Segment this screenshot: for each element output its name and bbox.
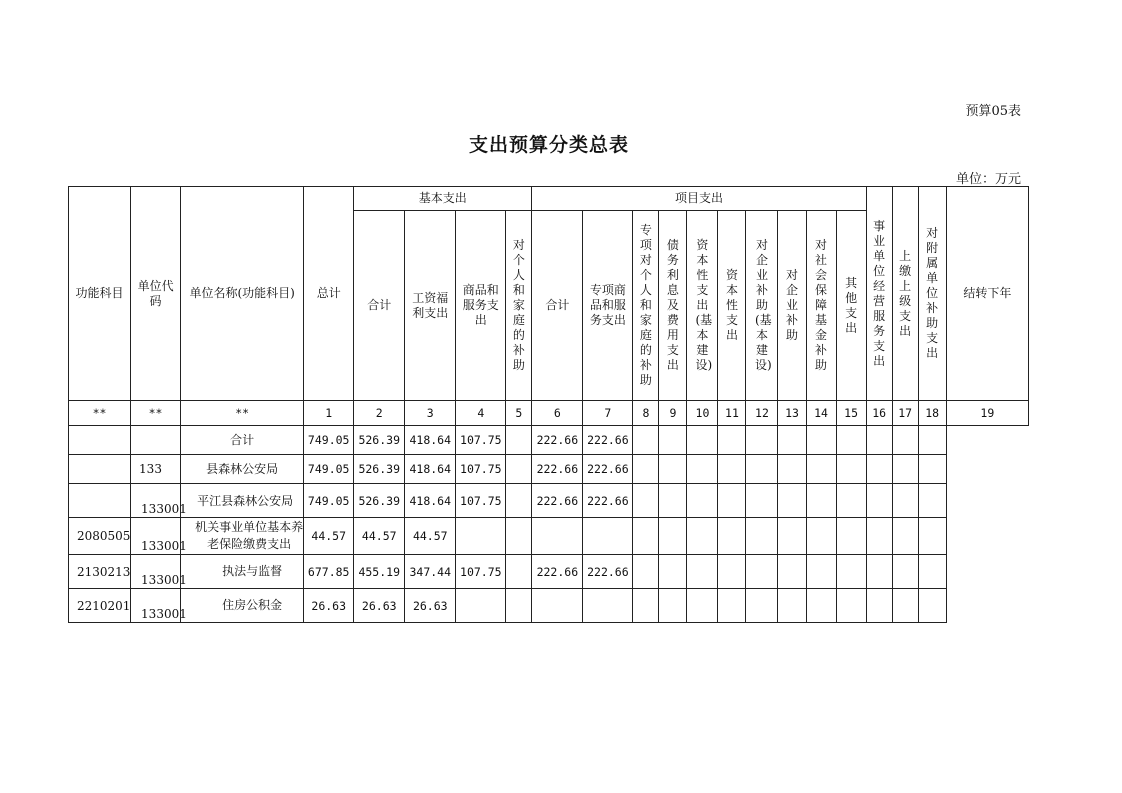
value-cell: 107.75 xyxy=(456,555,506,589)
value-cell: 749.05 xyxy=(304,484,354,518)
value-cell xyxy=(778,426,806,455)
value-cell xyxy=(456,518,506,555)
index-cell: 3 xyxy=(405,401,456,426)
header-unit-name: 单位名称(功能科目) xyxy=(181,187,304,401)
table-row xyxy=(69,455,1029,484)
value-cell xyxy=(806,484,836,518)
value-cell xyxy=(506,426,532,455)
value-cell xyxy=(892,426,918,455)
value-cell: 26.63 xyxy=(304,589,354,623)
table-row xyxy=(69,518,1029,555)
value-cell xyxy=(659,518,687,555)
header-unit-code: 单位代码 xyxy=(131,187,181,401)
index-cell: 5 xyxy=(506,401,532,426)
value-cell: 222.66 xyxy=(532,426,583,455)
value-cell xyxy=(836,518,866,555)
value-cell xyxy=(746,589,778,623)
index-cell: ** xyxy=(181,401,304,426)
value-cell xyxy=(687,484,718,518)
value-cell: 222.66 xyxy=(532,484,583,518)
value-cell: 26.63 xyxy=(405,589,456,623)
value-cell xyxy=(532,589,583,623)
value-cell xyxy=(506,518,532,555)
value-cell xyxy=(866,589,892,623)
index-cell: 11 xyxy=(718,401,746,426)
value-cell xyxy=(806,555,836,589)
value-cell xyxy=(659,426,687,455)
value-cell xyxy=(583,589,633,623)
header-project-capital-construction: 资本性支出(基本建设) xyxy=(687,211,718,401)
header-project-goods: 专项商品和服务支出 xyxy=(583,211,633,401)
index-cell: 4 xyxy=(456,401,506,426)
value-cell xyxy=(806,589,836,623)
value-cell: 749.05 xyxy=(304,426,354,455)
value-cell: 107.75 xyxy=(456,426,506,455)
header-total: 总计 xyxy=(304,187,354,401)
value-cell xyxy=(836,426,866,455)
header-basic-wage: 工资福利支出 xyxy=(405,211,456,401)
header-subsidiary: 对附属单位补助支出 xyxy=(918,187,946,401)
value-cell xyxy=(892,484,918,518)
header-business: 事业单位经营服务支出 xyxy=(866,187,892,401)
index-cell: ** xyxy=(131,401,181,426)
value-cell xyxy=(718,589,746,623)
unit-code-cell: 133001 xyxy=(131,484,181,518)
header-project-debt: 债务利息及费用支出 xyxy=(659,211,687,401)
value-cell xyxy=(892,589,918,623)
value-cell xyxy=(659,555,687,589)
value-cell xyxy=(659,484,687,518)
value-cell: 107.75 xyxy=(456,484,506,518)
value-cell xyxy=(778,484,806,518)
value-cell xyxy=(633,426,659,455)
index-cell: 6 xyxy=(532,401,583,426)
table-row xyxy=(69,484,1029,518)
unit-code-cell: 133 xyxy=(131,455,181,484)
header-basic: 基本支出 xyxy=(354,187,532,211)
index-cell: 9 xyxy=(659,401,687,426)
header-carryover: 结转下年 xyxy=(946,187,1028,401)
value-cell xyxy=(746,518,778,555)
value-cell xyxy=(836,589,866,623)
header-project: 项目支出 xyxy=(532,187,866,211)
unit-code-cell: 133001 xyxy=(131,589,181,623)
value-cell xyxy=(506,484,532,518)
value-cell xyxy=(718,455,746,484)
header-project-capital: 资本性支出 xyxy=(718,211,746,401)
value-cell xyxy=(633,455,659,484)
value-cell xyxy=(506,555,532,589)
value-cell: 526.39 xyxy=(354,455,405,484)
value-cell: 526.39 xyxy=(354,484,405,518)
value-cell: 26.63 xyxy=(354,589,405,623)
func-subject-cell xyxy=(69,484,131,518)
header-project-social-security: 对社会保障基金补助 xyxy=(806,211,836,401)
index-cell: 1 xyxy=(304,401,354,426)
value-cell xyxy=(778,455,806,484)
value-cell: 418.64 xyxy=(405,484,456,518)
value-cell xyxy=(836,455,866,484)
value-cell xyxy=(659,455,687,484)
index-cell: 16 xyxy=(866,401,892,426)
value-cell xyxy=(633,518,659,555)
index-cell: 14 xyxy=(806,401,836,426)
value-cell: 222.66 xyxy=(583,484,633,518)
value-cell xyxy=(583,518,633,555)
value-cell xyxy=(633,589,659,623)
value-cell xyxy=(866,426,892,455)
page-title: 支出预算分类总表 xyxy=(468,134,629,156)
index-cell: 17 xyxy=(892,401,918,426)
header-project-other: 其他支出 xyxy=(836,211,866,401)
func-subject-cell: 2210201 xyxy=(69,589,131,623)
table-row xyxy=(69,426,1029,455)
header-project-total: 合计 xyxy=(532,211,583,401)
unit-name-cell: 县森林公安局 xyxy=(181,455,304,484)
value-cell xyxy=(806,426,836,455)
value-cell xyxy=(778,589,806,623)
index-cell: 19 xyxy=(946,401,1028,426)
index-cell: 8 xyxy=(633,401,659,426)
value-cell: 107.75 xyxy=(456,455,506,484)
value-cell xyxy=(746,455,778,484)
value-cell xyxy=(866,455,892,484)
value-cell: 526.39 xyxy=(354,426,405,455)
value-cell: 677.85 xyxy=(304,555,354,589)
header-basic-total: 合计 xyxy=(354,211,405,401)
value-cell xyxy=(918,555,946,589)
unit-label: 单位：万元 xyxy=(955,172,1021,187)
value-cell: 222.66 xyxy=(583,455,633,484)
value-cell: 749.05 xyxy=(304,455,354,484)
header-project-enterprise-construction: 对企业补助(基本建设) xyxy=(746,211,778,401)
value-cell xyxy=(746,426,778,455)
unit-code-cell: 133001 xyxy=(131,518,181,555)
value-cell xyxy=(892,555,918,589)
index-cell: 2 xyxy=(354,401,405,426)
value-cell xyxy=(918,455,946,484)
value-cell xyxy=(892,518,918,555)
value-cell xyxy=(687,555,718,589)
value-cell xyxy=(836,484,866,518)
value-cell xyxy=(866,555,892,589)
value-cell xyxy=(532,518,583,555)
value-cell xyxy=(918,426,946,455)
value-cell xyxy=(633,555,659,589)
index-cell: 13 xyxy=(778,401,806,426)
value-cell xyxy=(892,455,918,484)
unit-name-cell: 平江县森林公安局 xyxy=(181,484,304,518)
index-cell: 18 xyxy=(918,401,946,426)
value-cell xyxy=(746,555,778,589)
func-subject-cell: 2130213 xyxy=(69,555,131,589)
value-cell xyxy=(659,589,687,623)
value-cell xyxy=(918,518,946,555)
func-subject-cell xyxy=(69,426,131,455)
value-cell xyxy=(506,589,532,623)
index-cell: 10 xyxy=(687,401,718,426)
value-cell xyxy=(806,455,836,484)
func-subject-cell: 2080505 xyxy=(69,518,131,555)
value-cell xyxy=(866,484,892,518)
value-cell xyxy=(778,518,806,555)
value-cell: 222.66 xyxy=(583,555,633,589)
header-func-subject: 功能科目 xyxy=(69,187,131,401)
value-cell xyxy=(687,426,718,455)
value-cell xyxy=(866,518,892,555)
header-row-1 xyxy=(69,187,1029,211)
value-cell: 44.57 xyxy=(304,518,354,555)
header-project-enterprise: 对企业补助 xyxy=(778,211,806,401)
value-cell xyxy=(718,518,746,555)
value-cell xyxy=(718,484,746,518)
index-row xyxy=(69,401,1029,426)
value-cell xyxy=(718,555,746,589)
table-row xyxy=(69,555,1029,589)
unit-code-cell xyxy=(131,426,181,455)
value-cell xyxy=(456,589,506,623)
unit-name-cell: 住房公积金 xyxy=(181,589,304,623)
value-cell: 418.64 xyxy=(405,455,456,484)
value-cell: 418.64 xyxy=(405,426,456,455)
value-cell: 347.44 xyxy=(405,555,456,589)
value-cell xyxy=(778,555,806,589)
value-cell: 44.57 xyxy=(405,518,456,555)
unit-code-cell: 133001 xyxy=(131,555,181,589)
unit-name-cell: 合计 xyxy=(181,426,304,455)
header-basic-personal: 对个人和家庭的补助 xyxy=(506,211,532,401)
value-cell: 222.66 xyxy=(583,426,633,455)
value-cell xyxy=(633,484,659,518)
value-cell: 44.57 xyxy=(354,518,405,555)
index-cell: 12 xyxy=(746,401,778,426)
value-cell xyxy=(918,589,946,623)
value-cell: 455.19 xyxy=(354,555,405,589)
form-number: 预算05表 xyxy=(965,104,1021,119)
value-cell xyxy=(918,484,946,518)
budget-table xyxy=(68,186,1029,623)
index-cell: ** xyxy=(69,401,131,426)
func-subject-cell xyxy=(69,455,131,484)
table-row xyxy=(69,589,1029,623)
header-basic-goods: 商品和服务支出 xyxy=(456,211,506,401)
value-cell xyxy=(806,518,836,555)
value-cell xyxy=(746,484,778,518)
index-cell: 7 xyxy=(583,401,633,426)
value-cell xyxy=(836,555,866,589)
index-cell: 15 xyxy=(836,401,866,426)
value-cell xyxy=(506,455,532,484)
value-cell: 222.66 xyxy=(532,455,583,484)
header-project-personal: 专项对个人和家庭的补助 xyxy=(633,211,659,401)
value-cell xyxy=(687,455,718,484)
value-cell: 222.66 xyxy=(532,555,583,589)
value-cell xyxy=(687,518,718,555)
unit-name-cell: 执法与监督 xyxy=(181,555,304,589)
value-cell xyxy=(718,426,746,455)
header-remit: 上缴上级支出 xyxy=(892,187,918,401)
unit-name-cell: 机关事业单位基本养老保险缴费支出 xyxy=(181,518,304,555)
value-cell xyxy=(687,589,718,623)
